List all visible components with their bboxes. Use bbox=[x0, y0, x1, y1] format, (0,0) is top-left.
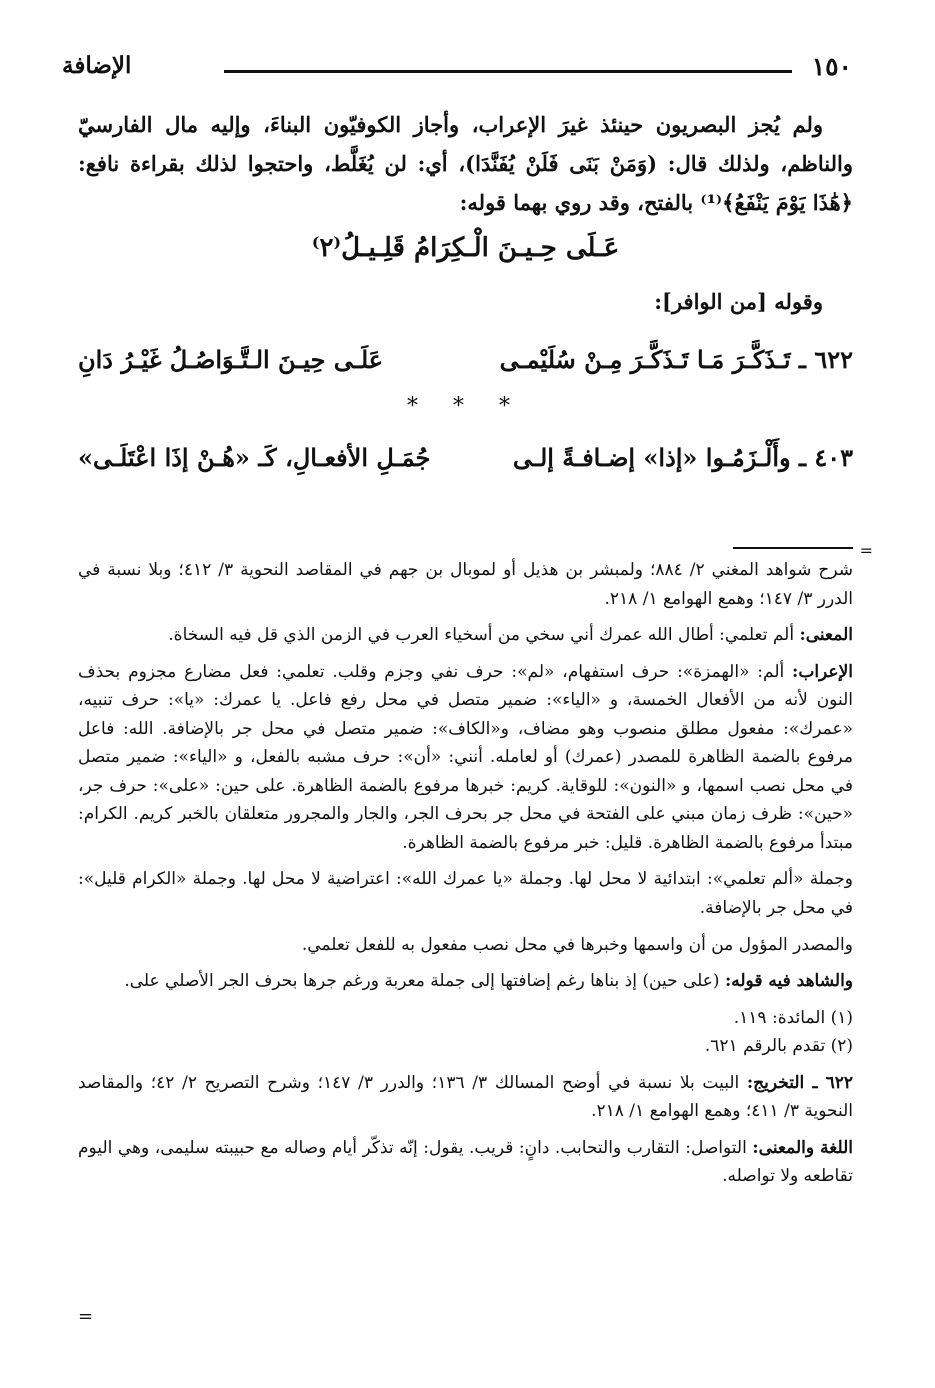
note-jumla: وجملة «ألم تعلمي»: ابتدائية لا محل لها. وجملة «يا عمرك الله»: اعتراضية لا محل لها. وجملة «الكرام قليل»: في محل جر بالإضافة. bbox=[78, 869, 853, 919]
footnote-1: (١) المائدة: ١١٩. bbox=[733, 1007, 853, 1028]
separator-line bbox=[733, 547, 853, 549]
lugha-text: التواصل: التقارب والتحابب. دانٍ: قريب. يقول: إنّه تذكّر أيام وصاله مع حبيبته سليمى، وهي اليوم تقاطعه ولا تواصله. bbox=[78, 1137, 853, 1187]
page-header bbox=[62, 52, 852, 88]
end-continuation-mark: = bbox=[78, 1306, 94, 1327]
takhrij-text: البيت بلا نسبة في أوضح المسالك ٣/ ١٣٦؛ والدرر ٣/ ١٤٧؛ وشرح التصريح ٢/ ٤٢؛ والمقاصد النحوية ٣/ ٤١١؛ وهمع الهوامع ١/ ٢١٨. bbox=[78, 1072, 853, 1122]
footnote-2: (٢) تقدم بالرقم ٦٢١. bbox=[704, 1036, 853, 1057]
chapter-title: الإضافة bbox=[62, 52, 132, 79]
verse-403 bbox=[78, 443, 853, 472]
paragraph-bina: ولم يُجز البصريون حينئذ غيرَ الإعراب، وأجاز الكوفيّون البناءَ، وإليه مال الفارسيّ والناظم، ولذلك قال: (وَمَنْ بَنَى فَلَنْ يُفَنَّدَا)، أي: لن يُغَلَّط، واحتجوا لذلك بقراءة نافع: ﴿هَٰذَا يَوْمَ يَنْفَعُ﴾⁽¹⁾ بالفتح، وقد روي بهما قوله: bbox=[78, 112, 853, 215]
meaning-text: ألم تعلمي: أطال الله عمرك أني سخي من أسخياء العرب في الزمن الذي قل فيه السخاة. bbox=[168, 625, 800, 646]
header-rule bbox=[224, 70, 792, 73]
verse-622 bbox=[78, 345, 853, 374]
main-text bbox=[78, 106, 853, 492]
half-verse: عَـلَى حِـيـنَ الْـكِرَامُ قَلِـيـلُ⁽٢⁾ bbox=[311, 232, 620, 263]
note-irab bbox=[78, 658, 853, 858]
irab-text: ألم: «الهمزة»: حرف استفهام، «لم»: حرف نفي وجزم وقلب. تعلمي: فعل مضارع مجزوم بحذف النون لأنه من الأفعال الخمسة، و «الياء»: ضمير متصل في محل رفع فاعل. يا عمرك: «يا»: حرف تنبيه، «عمرك»: مفعول مطلق منصوب وهو مضاف، و«الكاف»: ضمير متصل في محل جر بالإضافة. الله: فاعل مرفوع بالضمة الظاهرة للمصدر (عمرك) أو لعامله. أنني: «أن»: حرف مشبه بالفعل، و «الياء»: ضمير متصل في محل نصب اسمها، و «النون»: للوقاية. كريم: خبرها مرفوع بالضمة الظاهرة. على حين: «على»: حرف جر، «حين»: ظرف زمان مبني على الفتحة في محل جر بحرف الجر، والجار والمجرور متعلقان بالخبر كريم. الكرام: مبتدأ مرفوع بالضمة الظاهرة. قليل: خبر مرفوع بالضمة الظاهرة. bbox=[78, 661, 853, 853]
verse-403-second-hemistich: جُمَـلِ الأفعـالِ، كَـ «هُـنْ إذَا اعْتَلَـى» bbox=[78, 443, 431, 473]
takhrij-label: ٦٢٢ ـ التخريج: bbox=[746, 1072, 854, 1093]
verse-622-second-hemistich: عَلَـى حِيـنَ الـتَّـوَاصُـلُ غَيْـرُ دَانِ bbox=[78, 345, 384, 375]
note-shahid bbox=[78, 967, 853, 996]
note-takhrij bbox=[78, 1069, 853, 1126]
note-masdar: والمصدر المؤول من أن واسمها وخبرها في محل نصب مفعول به للفعل تعلمي. bbox=[301, 934, 853, 955]
shahid-label: والشاهد فيه قوله: bbox=[724, 971, 853, 992]
note-meaning bbox=[78, 621, 853, 650]
note-lugha bbox=[78, 1134, 853, 1191]
continuation-mark: = bbox=[859, 541, 873, 560]
verse-622-first-hemistich: ٦٢٢ ـ تَـذَكَّـرَ مَـا تَـذَكَّـرَ مِـنْ سُلَيْمـى bbox=[499, 345, 853, 375]
footnotes bbox=[78, 556, 853, 1199]
note-sources-continued: شرح شواهد المغني ٢/ ٨٨٤؛ ولمبشر بن هذيل أو لموبال بن جهم في المقاصد النحوية ٣/ ٤١٢؛ وبلا نسبة في الدرر ٣/ ١٤٧؛ وهمع الهوامع ١/ ٢١٨. bbox=[78, 560, 853, 609]
section-divider-stars: * * * bbox=[407, 394, 524, 420]
verse-intro: وقوله [من الوافر]: bbox=[654, 288, 823, 314]
meaning-label: المعنى: bbox=[799, 625, 853, 646]
irab-label: الإعراب: bbox=[792, 661, 853, 682]
shahid-text: (على حين) إذ بناها رغم إضافتها إلى جملة معربة ورغم جرها بحرف الجر الأصلي على. bbox=[124, 971, 725, 992]
footnote-separator bbox=[72, 541, 873, 560]
page-number: ١٥٠ bbox=[811, 52, 852, 81]
lugha-label: اللغة والمعنى: bbox=[752, 1137, 854, 1158]
verse-403-first-hemistich: ٤٠٣ ـ وأَلْـزَمُـوا «إذا» إضـافـةً إلـى bbox=[512, 443, 853, 473]
